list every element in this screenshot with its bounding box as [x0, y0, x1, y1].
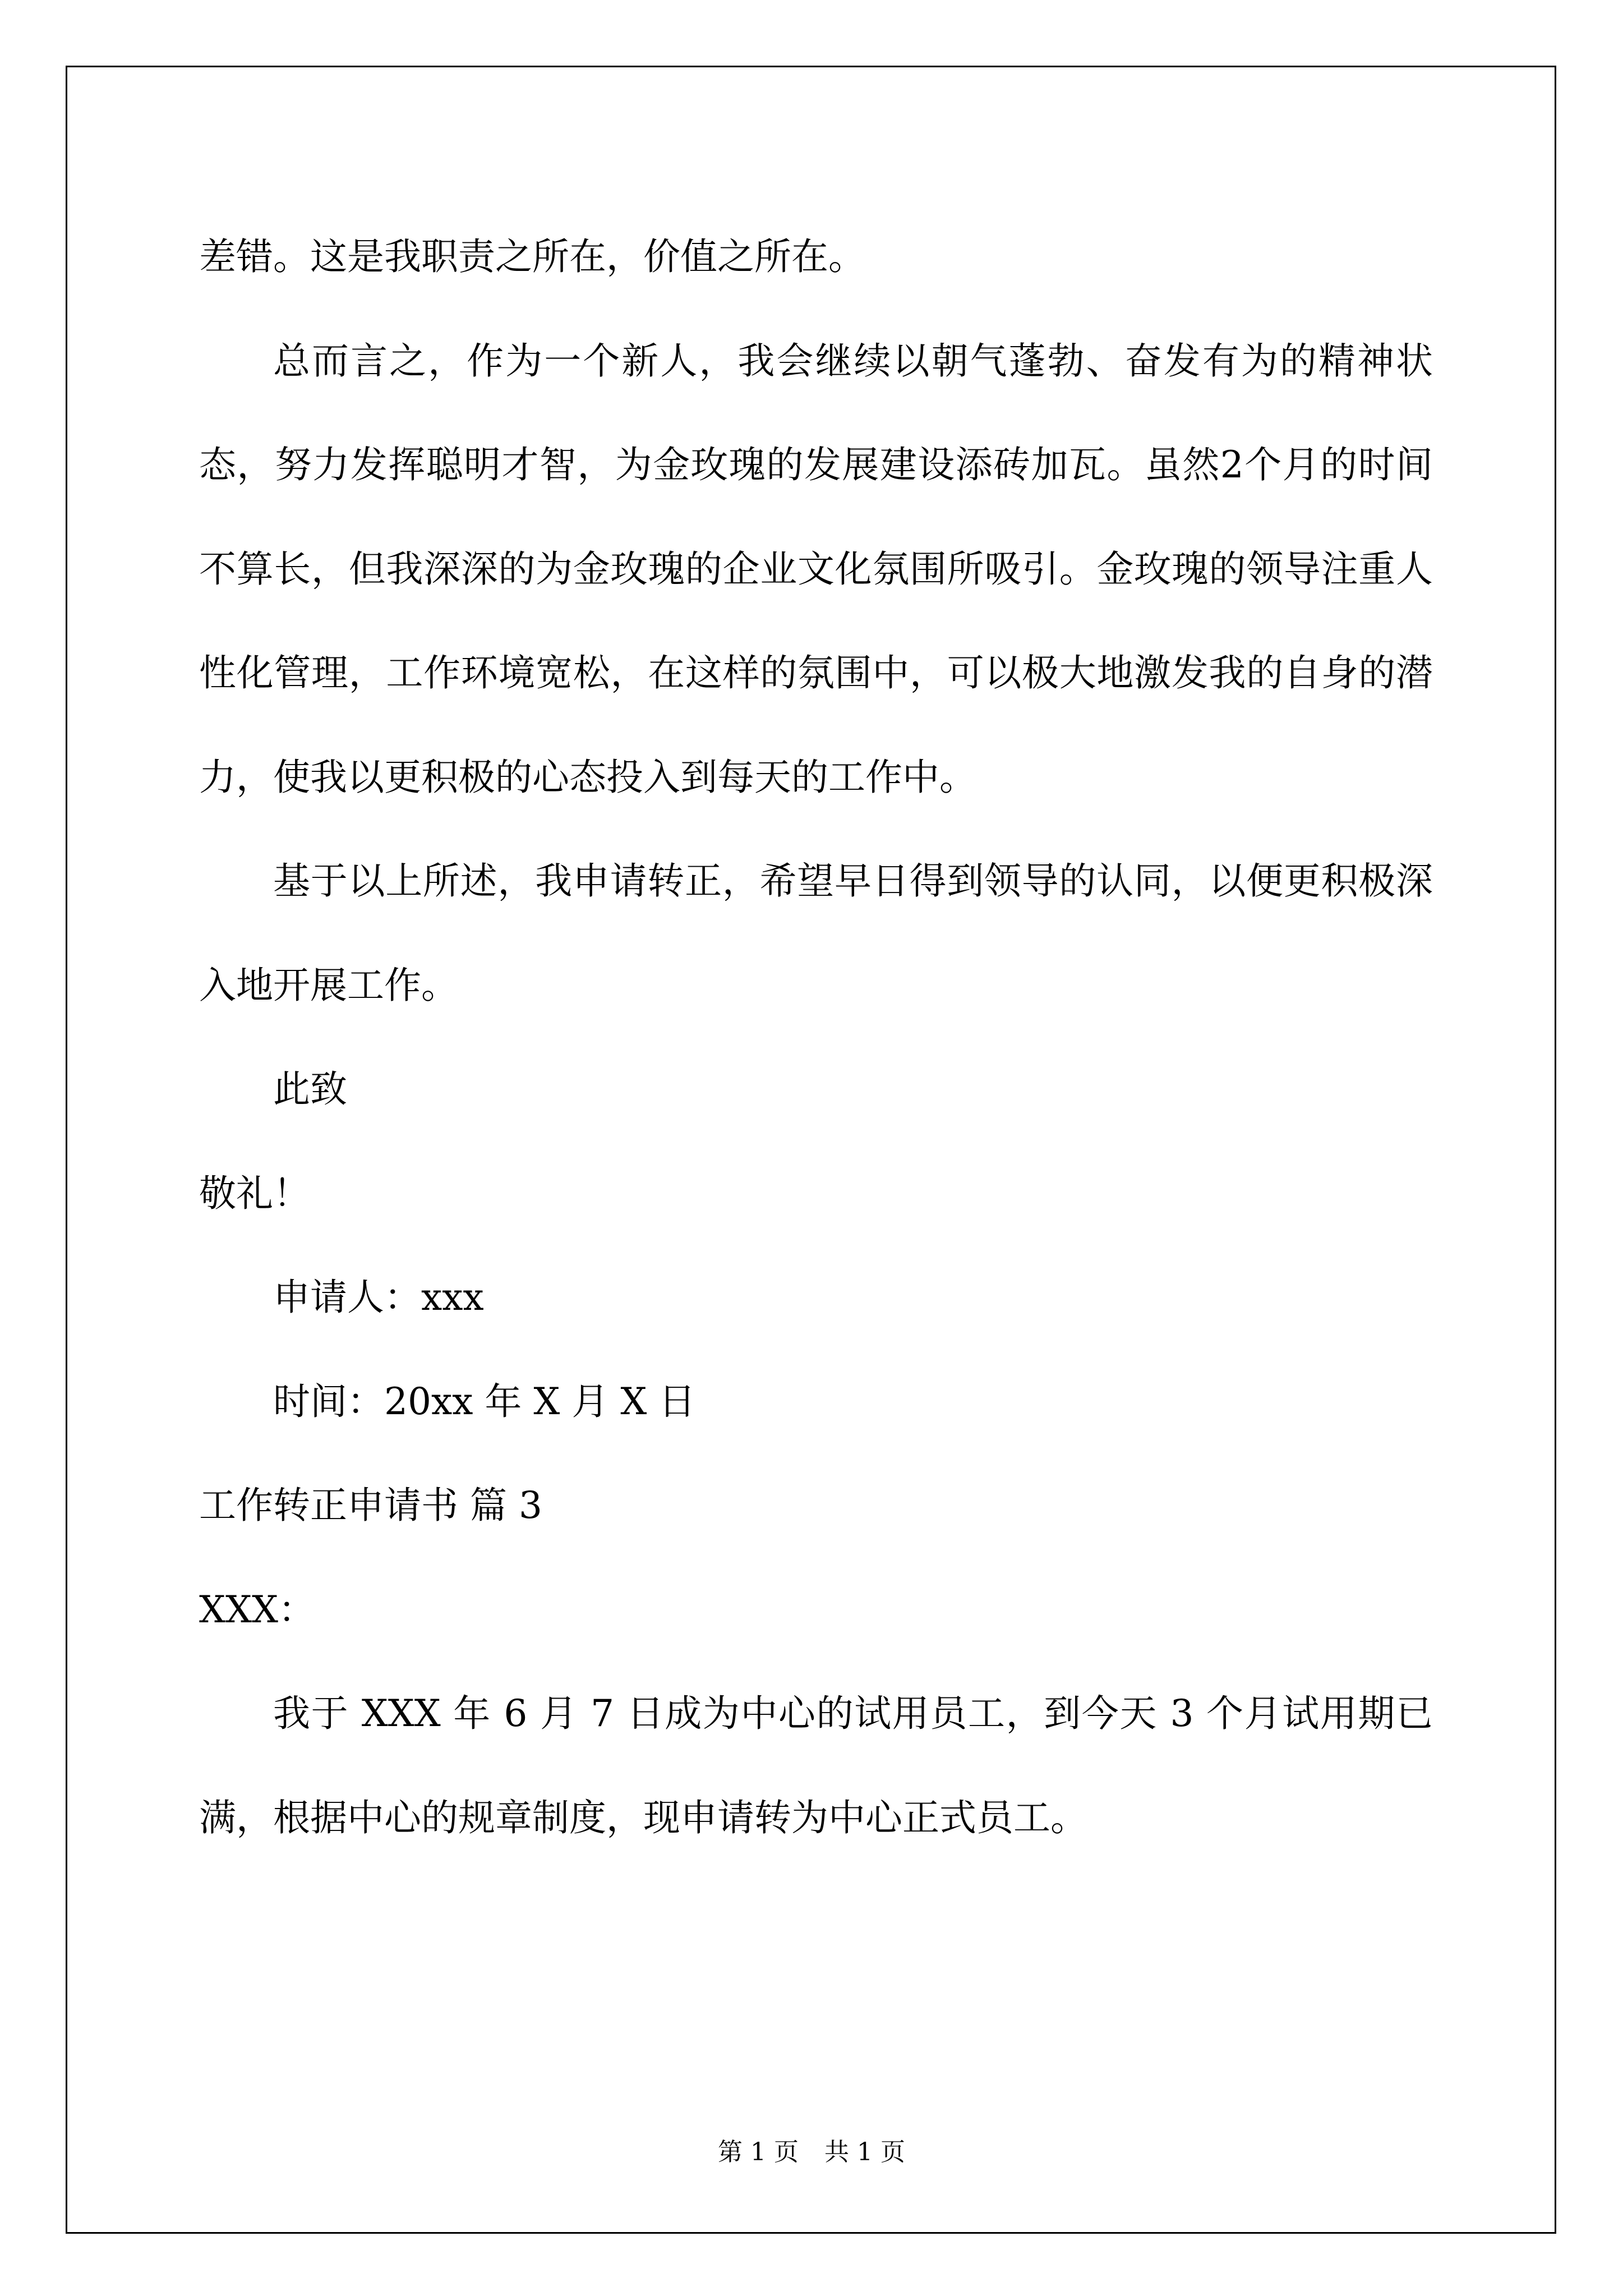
applicant-line: 申请人：xxx	[273, 1276, 484, 1319]
section-heading: 工作转正申请书 篇 3	[199, 1484, 542, 1527]
page-number: 第 1 页	[718, 2138, 799, 2166]
date-line: 时间：20xx 年 X 月 X 日	[273, 1379, 696, 1423]
salutation-cizhi: 此致	[273, 1068, 347, 1111]
salutation-jingli: 敬礼！	[199, 1171, 310, 1215]
paragraph-summary: 总而言之，作为一个新人，我会继续以朝气蓬勃、奋发有为的精神状态，努力发挥聪明才智，为金玫瑰的发展建设添砖加瓦。虽然2个月的时间不算长，但我深深的为金玫瑰的企业文化氛围所吸引。金玫瑰的领导注重人性化管理，工作环境宽松，在这样的氛围中，可以极大地激发我的自身的潜力，使我以更积极的心态投入到每天的工作中。	[199, 339, 1433, 799]
paragraph-request: 基于以上所述，我申请转正，希望早日得到领导的认同，以便更积极深入地开展工作。	[199, 859, 1433, 1007]
paragraph-application: 我于 XXX 年 6 月 7 日成为中心的试用员工，到今天 3 个月试用期已满，根据中心的规章制度，现申请转为中心正式员工。	[199, 1692, 1433, 1839]
page-total: 共 1 页	[824, 2138, 905, 2166]
addressee-line: XXX：	[199, 1588, 315, 1631]
document-body	[199, 205, 1433, 1870]
paragraph-closing-previous: 差错。这是我职责之所在，价值之所在。	[199, 235, 865, 278]
page-footer	[0, 2132, 1623, 2168]
